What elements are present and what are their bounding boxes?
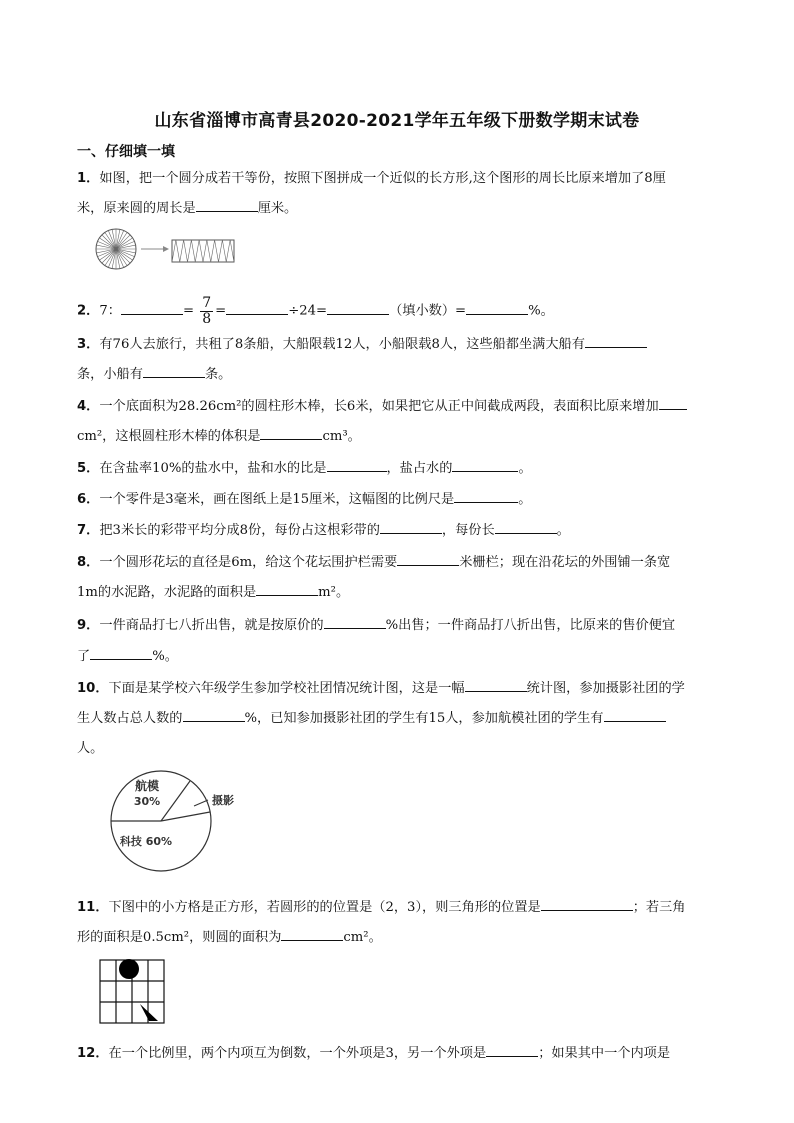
grid-triangle — [140, 1004, 158, 1021]
answer-blank[interactable] — [183, 709, 245, 722]
q8-line2: 1m的水泥路，水泥路的面积是 m²。 — [77, 585, 350, 600]
q7-line: 7．把3米长的彩带平均分成8份，每份占这根彩带的 ，每份长 。 — [77, 523, 570, 538]
q3-line1: 3．有76人去旅行，共租了8条船，大船限载12人，小船限载8人，这些船都坐满大船有 — [77, 333, 647, 352]
q11-line2: 形的面积是0.5cm²，则圆的面积为 cm²。 — [77, 930, 382, 945]
q4-line2: cm²，这根圆柱形木棒的体积是 cm³。 — [77, 429, 361, 444]
answer-blank[interactable] — [256, 583, 318, 596]
fraction-seven-eighths: $\frac{7}{8}$ — [202, 295, 212, 327]
q10-line2: 生人数占总人数的 %，已知参加摄影社团的学生有15人，参加航模社团的学生有 — [77, 707, 666, 726]
q9-line1: 9．一件商品打七八折出售，就是按原价的 %出售；一件商品打八折出售，比原来的售价便宜 — [77, 618, 676, 633]
q10-line1: 10．下面是某学校六年级学生参加学校社团情况统计图，这是一幅 统计图，参加摄影社团的学 — [77, 681, 685, 696]
answer-blank[interactable] — [397, 553, 459, 566]
grid-circle — [119, 959, 139, 979]
q1-number: 1． — [77, 171, 100, 186]
q4-line1: 4．一个底面积为28.26cm²的圆柱形木棒，长6米，如果把它从正中间截成两段，表面积比原来增加 — [77, 395, 687, 414]
position-grid-figure — [98, 958, 166, 1026]
section-heading: 一、仔细填一填 — [77, 144, 175, 160]
pie-pct-hangmo: 30% — [133, 795, 161, 808]
answer-blank[interactable] — [585, 335, 647, 348]
answer-blank[interactable] — [495, 521, 557, 534]
page-title: 山东省淄博市高青县2020-2021学年五年级下册数学期末试卷 — [154, 111, 640, 131]
q2-line: 2．7： = $\frac{7}{8}$ = ÷24= （填小数）= %。 — [77, 295, 554, 327]
answer-blank[interactable] — [486, 1044, 538, 1057]
answer-blank[interactable] — [327, 302, 389, 315]
answer-blank[interactable] — [121, 302, 183, 315]
q1-line1: 1．如图，把一个圆分成若干等份，按照下图拼成一个近似的长方形,这个图形的周长比原来增加了8厘 — [77, 171, 666, 186]
circle-to-rectangle-figure — [95, 228, 270, 273]
answer-blank[interactable] — [380, 521, 442, 534]
answer-blank[interactable] — [466, 302, 528, 315]
answer-blank[interactable] — [465, 679, 527, 692]
answer-blank[interactable] — [226, 302, 288, 315]
answer-blank[interactable] — [452, 459, 518, 472]
q12-line1: 12．在一个比例里，两个内项互为倒数，一个外项是3，另一个外项是 ；如果其中一个内项是 — [77, 1046, 671, 1061]
answer-blank[interactable] — [541, 898, 633, 911]
answer-blank[interactable] — [281, 928, 343, 941]
q6-line: 6．一个零件是3毫米，画在图纸上是15厘米，这幅图的比例尺是 。 — [77, 492, 532, 507]
q10-line3: 人。 — [77, 741, 104, 756]
q1-line2: 米，原来圆的周长是 厘米。 — [77, 201, 298, 216]
answer-blank[interactable] — [604, 709, 666, 722]
club-pie-chart — [90, 770, 250, 880]
pie-label-sheying: 摄影 — [212, 794, 234, 807]
answer-blank[interactable] — [324, 616, 386, 629]
q9-line2: 了 %。 — [77, 649, 178, 664]
answer-blank[interactable] — [143, 365, 205, 378]
q5-line: 5．在含盐率10%的盐水中，盐和水的比是 ，盐占水的 。 — [77, 461, 532, 476]
answer-blank[interactable] — [327, 459, 387, 472]
answer-blank[interactable] — [260, 427, 322, 440]
q3-line2: 条，小船有 条。 — [77, 367, 232, 382]
rectangle-sector-zigzag — [172, 240, 234, 262]
answer-blank[interactable] — [90, 647, 152, 660]
answer-blank[interactable] — [659, 397, 687, 410]
answer-blank[interactable] — [454, 490, 518, 503]
pie-label-hangmo: 航模 — [134, 779, 160, 793]
q11-line1: 11．下图中的小方格是正方形，若圆形的的位置是（2，3），则三角形的位置是 ；若三角 — [77, 900, 686, 915]
q8-line1: 8．一个圆形花坛的直径是6m，给这个花坛围护栏需要 米栅栏；现在沿花坛的外围铺一条宽 — [77, 555, 671, 570]
answer-blank[interactable] — [196, 199, 258, 212]
pie-label-keji: 科技 60% — [119, 835, 173, 848]
